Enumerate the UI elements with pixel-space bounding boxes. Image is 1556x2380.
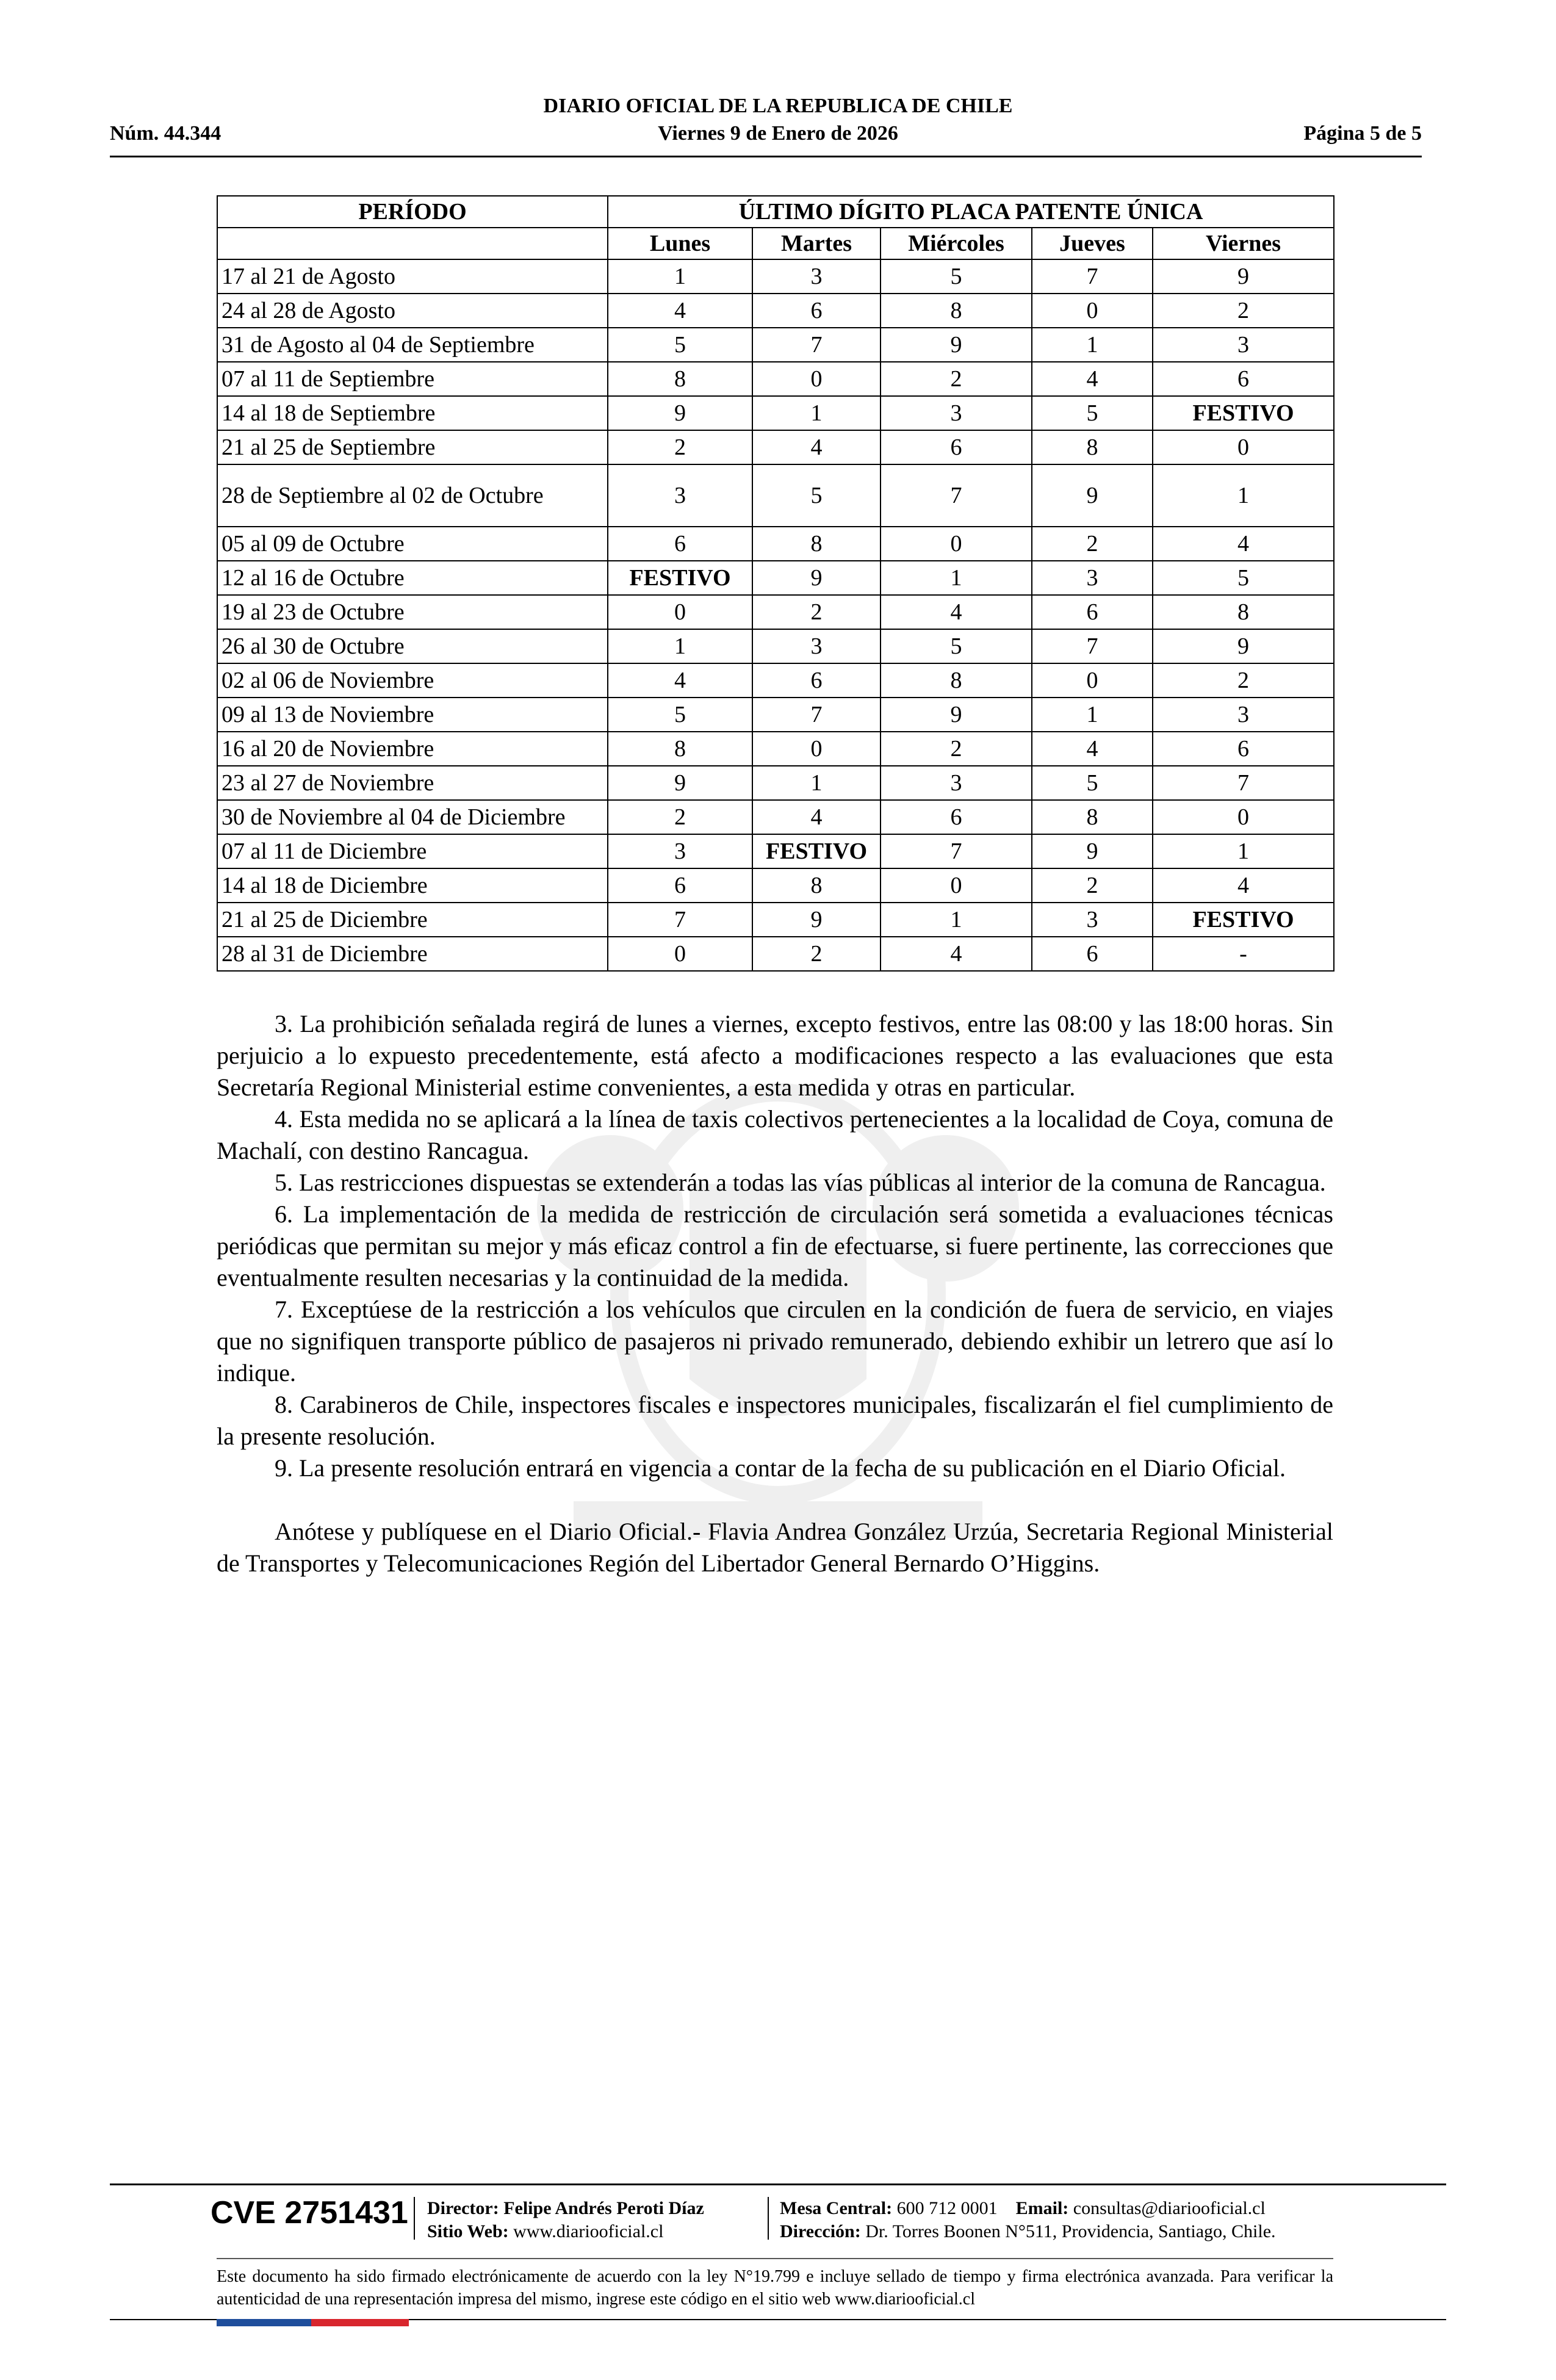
plate-digit-group-header: ÚLTIMO DÍGITO PLACA PATENTE ÚNICA (608, 196, 1334, 228)
digit-cell: 1 (752, 766, 881, 800)
digit-cell: 1 (608, 259, 752, 294)
period-cell: 02 al 06 de Noviembre (217, 663, 608, 698)
digit-cell: 9 (1032, 464, 1153, 527)
digit-cell: 1 (1032, 698, 1153, 732)
signature-note: Este documento ha sido firmado electrónicamente de acuerdo con la ley N°19.799 e incluye sellado de tiempo y firma electrónica avanzada. Para verificar la autenticidad de una representación impresa del mismo, ingrese este código en el sitio web www.diariooficial.cl (217, 2267, 1333, 2309)
day-header-tuesday: Martes (752, 228, 881, 259)
digit-cell: 8 (752, 527, 881, 561)
period-cell: 28 de Septiembre al 02 de Octubre (217, 464, 608, 527)
table-row (217, 396, 1334, 430)
digit-cell: 8 (1153, 595, 1334, 629)
period-cell: 19 al 23 de Octubre (217, 595, 608, 629)
footer-separator (768, 2197, 769, 2240)
digit-cell: 8 (881, 294, 1032, 328)
issue-date: Viernes 9 de Enero de 2026 (658, 122, 898, 145)
digit-cell: 9 (881, 328, 1032, 362)
digit-cell: 8 (1032, 800, 1153, 834)
digit-cell: 6 (752, 294, 881, 328)
period-cell: 21 al 25 de Diciembre (217, 903, 608, 937)
resolution-body (217, 1008, 1333, 1579)
period-cell: 24 al 28 de Agosto (217, 294, 608, 328)
digit-cell: 3 (1153, 698, 1334, 732)
digit-cell: 4 (881, 595, 1032, 629)
digit-cell: 0 (881, 527, 1032, 561)
flag-stripe-red (311, 2319, 409, 2326)
digit-cell: 8 (1032, 430, 1153, 464)
period-cell: 16 al 20 de Noviembre (217, 732, 608, 766)
digit-cell: 1 (881, 903, 1032, 937)
digit-cell: 9 (608, 396, 752, 430)
digit-cell: 6 (608, 868, 752, 903)
digit-cell: 7 (608, 903, 752, 937)
digit-cell: 7 (752, 328, 881, 362)
digit-cell: 4 (752, 430, 881, 464)
restriction-schedule-table (217, 195, 1334, 972)
table-row (217, 259, 1334, 294)
paragraph-6: 6. La implementación de la medida de restricción de circulación será sometida a evaluaciones técnicas periódicas que permitan su mejor y más eficaz control a fin de efectuarse, si fuere pertinente, las correcciones que eventualmente resulten necesarias y la continuidad de la medida. (217, 1200, 1333, 1291)
table-row (217, 800, 1334, 834)
digit-cell: 7 (881, 464, 1032, 527)
digit-cell: 5 (752, 464, 881, 527)
digit-cell: 6 (752, 663, 881, 698)
digit-cell: 4 (1032, 732, 1153, 766)
digit-cell: 1 (1153, 464, 1334, 527)
digit-cell: 8 (881, 663, 1032, 698)
digit-cell: 5 (881, 259, 1032, 294)
digit-cell: 3 (608, 464, 752, 527)
digit-cell: 4 (608, 294, 752, 328)
digit-cell: 6 (881, 800, 1032, 834)
digit-cell: 6 (1032, 937, 1153, 971)
digit-cell: 3 (752, 259, 881, 294)
digit-cell: 8 (608, 732, 752, 766)
table-days-row (217, 228, 1334, 259)
digit-cell: 7 (752, 698, 881, 732)
digit-cell: 2 (1153, 663, 1334, 698)
digit-cell: 5 (881, 629, 1032, 663)
table-row (217, 903, 1334, 937)
digit-cell: 3 (881, 396, 1032, 430)
page-indicator: Página 5 de 5 (1303, 122, 1422, 145)
digit-cell: 0 (881, 868, 1032, 903)
digit-cell: 7 (881, 834, 1032, 868)
footer-separator (414, 2197, 415, 2240)
table-row (217, 464, 1334, 527)
digit-cell: 3 (881, 766, 1032, 800)
digit-cell: 9 (752, 561, 881, 595)
paragraph-8: 8. Carabineros de Chile, inspectores fiscales e inspectores municipales, fiscalizarán el fiel cumplimiento de la presente resolución. (217, 1391, 1333, 1450)
digit-cell: 4 (1153, 868, 1334, 903)
digit-cell: 2 (752, 937, 881, 971)
director-label: Director: (427, 2198, 499, 2218)
paragraph-4: 4. Esta medida no se aplicará a la línea de taxis colectivos pertenecientes a la localidad de Coya, comuna de Machalí, con destino Rancagua. (217, 1105, 1333, 1164)
digit-cell: 0 (1153, 430, 1334, 464)
digit-cell: 6 (881, 430, 1032, 464)
issue-number: Núm. 44.344 (110, 122, 222, 145)
day-header-thursday: Jueves (1032, 228, 1153, 259)
digit-cell: 5 (1153, 561, 1334, 595)
flag-stripe-blue (217, 2319, 311, 2326)
footer-mid-divider (217, 2258, 1333, 2259)
email-link[interactable]: consultas@diariooficial.cl (1073, 2198, 1266, 2218)
digit-cell: 6 (1032, 595, 1153, 629)
digit-cell: 1 (608, 629, 752, 663)
table-body (217, 259, 1334, 971)
email-label: Email: (1015, 2198, 1069, 2218)
digit-cell: FESTIVO (1153, 396, 1334, 430)
digit-cell: 2 (1032, 527, 1153, 561)
paragraph-5: 5. Las restricciones dispuestas se extenderán a todas las vías públicas al interior de la comuna de Rancagua. (275, 1169, 1326, 1196)
digit-cell: 3 (608, 834, 752, 868)
table-row (217, 698, 1334, 732)
period-cell: 30 de Noviembre al 04 de Diciembre (217, 800, 608, 834)
digit-cell: 5 (1032, 396, 1153, 430)
digit-cell: 3 (1153, 328, 1334, 362)
period-cell: 07 al 11 de Septiembre (217, 362, 608, 396)
period-cell: 14 al 18 de Septiembre (217, 396, 608, 430)
period-cell: 12 al 16 de Octubre (217, 561, 608, 595)
table-header-row (217, 196, 1334, 228)
publication-title: DIARIO OFICIAL DE LA REPUBLICA DE CHILE (543, 95, 1013, 117)
table-row (217, 294, 1334, 328)
digit-cell: 1 (881, 561, 1032, 595)
cve-code: CVE 2751431 (211, 2195, 408, 2230)
digit-cell: 3 (1032, 561, 1153, 595)
header-divider (110, 156, 1422, 157)
digit-cell: 2 (752, 595, 881, 629)
digit-cell: FESTIVO (1153, 903, 1334, 937)
digit-cell: 2 (881, 732, 1032, 766)
table-row (217, 527, 1334, 561)
site-label: Sitio Web: (427, 2221, 509, 2241)
table-row (217, 561, 1334, 595)
digit-cell: FESTIVO (608, 561, 752, 595)
period-cell: 17 al 21 de Agosto (217, 259, 608, 294)
footer-director-block (427, 2197, 704, 2243)
digit-cell: 4 (1032, 362, 1153, 396)
empty-header-cell (217, 228, 608, 259)
digit-cell: 9 (752, 903, 881, 937)
period-cell: 09 al 13 de Noviembre (217, 698, 608, 732)
period-cell: 23 al 27 de Noviembre (217, 766, 608, 800)
digit-cell: 9 (1153, 629, 1334, 663)
digit-cell: 9 (1153, 259, 1334, 294)
table-row (217, 430, 1334, 464)
digit-cell: 1 (1032, 328, 1153, 362)
digit-cell: 9 (881, 698, 1032, 732)
digit-cell: 3 (1032, 903, 1153, 937)
digit-cell: 7 (1032, 259, 1153, 294)
digit-cell: FESTIVO (752, 834, 881, 868)
digit-cell: 1 (1153, 834, 1334, 868)
table-row (217, 766, 1334, 800)
digit-cell: 7 (1153, 766, 1334, 800)
table-row (217, 834, 1334, 868)
footer-top-divider (110, 2183, 1446, 2185)
digit-cell: 2 (608, 430, 752, 464)
day-header-wednesday: Miércoles (881, 228, 1032, 259)
period-cell: 28 al 31 de Diciembre (217, 937, 608, 971)
table-row (217, 868, 1334, 903)
digit-cell: 2 (608, 800, 752, 834)
digit-cell: 5 (1032, 766, 1153, 800)
period-cell: 14 al 18 de Diciembre (217, 868, 608, 903)
table-row (217, 629, 1334, 663)
digit-cell: 1 (752, 396, 881, 430)
director-name: Felipe Andrés Peroti Díaz (503, 2198, 704, 2218)
digit-cell: 7 (1032, 629, 1153, 663)
paragraph-7: 7. Exceptúese de la restricción a los vehículos que circulen en la condición de fuera de servicio, en viajes que no signifiquen transporte público de pasajeros ni privado remunerado, debiendo exhibir un letrero que así lo indique. (217, 1296, 1333, 1387)
period-cell: 07 al 11 de Diciembre (217, 834, 608, 868)
closing-paragraph: Anótese y publíquese en el Diario Oficial.- Flavia Andrea González Urzúa, Secretaria Regional Ministerial de Transportes y Telecomunicaciones Región del Libertador General Bernardo O’Higgins. (217, 1518, 1333, 1577)
digit-cell: 4 (608, 663, 752, 698)
digit-cell: 9 (608, 766, 752, 800)
digit-cell: 2 (1032, 868, 1153, 903)
digit-cell: 6 (1153, 732, 1334, 766)
site-link[interactable]: www.diariooficial.cl (513, 2221, 664, 2241)
address-text: Dr. Torres Boonen N°511, Providencia, Santiago, Chile. (865, 2221, 1276, 2241)
table-row (217, 328, 1334, 362)
digit-cell: 6 (608, 527, 752, 561)
paragraph-3: 3. La prohibición señalada regirá de lunes a viernes, excepto festivos, entre las 08:00 y las 18:00 horas. Sin perjuicio a lo expuesto precedentemente, está afecto a modificaciones respecto a las evaluaciones que esta Secretaría Regional Ministerial estime convenientes, a esta medida y otras en particular. (217, 1010, 1333, 1101)
address-label: Dirección: (780, 2221, 861, 2241)
paragraph-9: 9. La presente resolución entrará en vigencia a contar de la fecha de su publicación en el Diario Oficial. (275, 1454, 1286, 1482)
period-cell: 31 de Agosto al 04 de Septiembre (217, 328, 608, 362)
digit-cell: 8 (608, 362, 752, 396)
table-row (217, 663, 1334, 698)
table-row (217, 937, 1334, 971)
mesa-label: Mesa Central: (780, 2198, 893, 2218)
digit-cell: 0 (752, 362, 881, 396)
digit-cell: 4 (1153, 527, 1334, 561)
table-row (217, 732, 1334, 766)
digit-cell: 5 (608, 698, 752, 732)
digit-cell: 3 (752, 629, 881, 663)
digit-cell: 0 (1032, 294, 1153, 328)
digit-cell: 8 (752, 868, 881, 903)
digit-cell: 0 (608, 937, 752, 971)
digit-cell: 0 (608, 595, 752, 629)
digit-cell: 4 (881, 937, 1032, 971)
period-cell: 26 al 30 de Octubre (217, 629, 608, 663)
table-row (217, 362, 1334, 396)
table-row (217, 595, 1334, 629)
digit-cell: 0 (752, 732, 881, 766)
digit-cell: 9 (1032, 834, 1153, 868)
day-header-monday: Lunes (608, 228, 752, 259)
digit-cell: 4 (752, 800, 881, 834)
footer-contact-block (780, 2197, 1276, 2243)
digit-cell: - (1153, 937, 1334, 971)
period-cell: 21 al 25 de Septiembre (217, 430, 608, 464)
digit-cell: 0 (1153, 800, 1334, 834)
digit-cell: 5 (608, 328, 752, 362)
digit-cell: 2 (881, 362, 1032, 396)
digit-cell: 2 (1153, 294, 1334, 328)
day-header-friday: Viernes (1153, 228, 1334, 259)
mesa-phone: 600 712 0001 (896, 2198, 998, 2218)
digit-cell: 6 (1153, 362, 1334, 396)
period-column-header: PERÍODO (217, 196, 608, 228)
digit-cell: 0 (1032, 663, 1153, 698)
period-cell: 05 al 09 de Octubre (217, 527, 608, 561)
